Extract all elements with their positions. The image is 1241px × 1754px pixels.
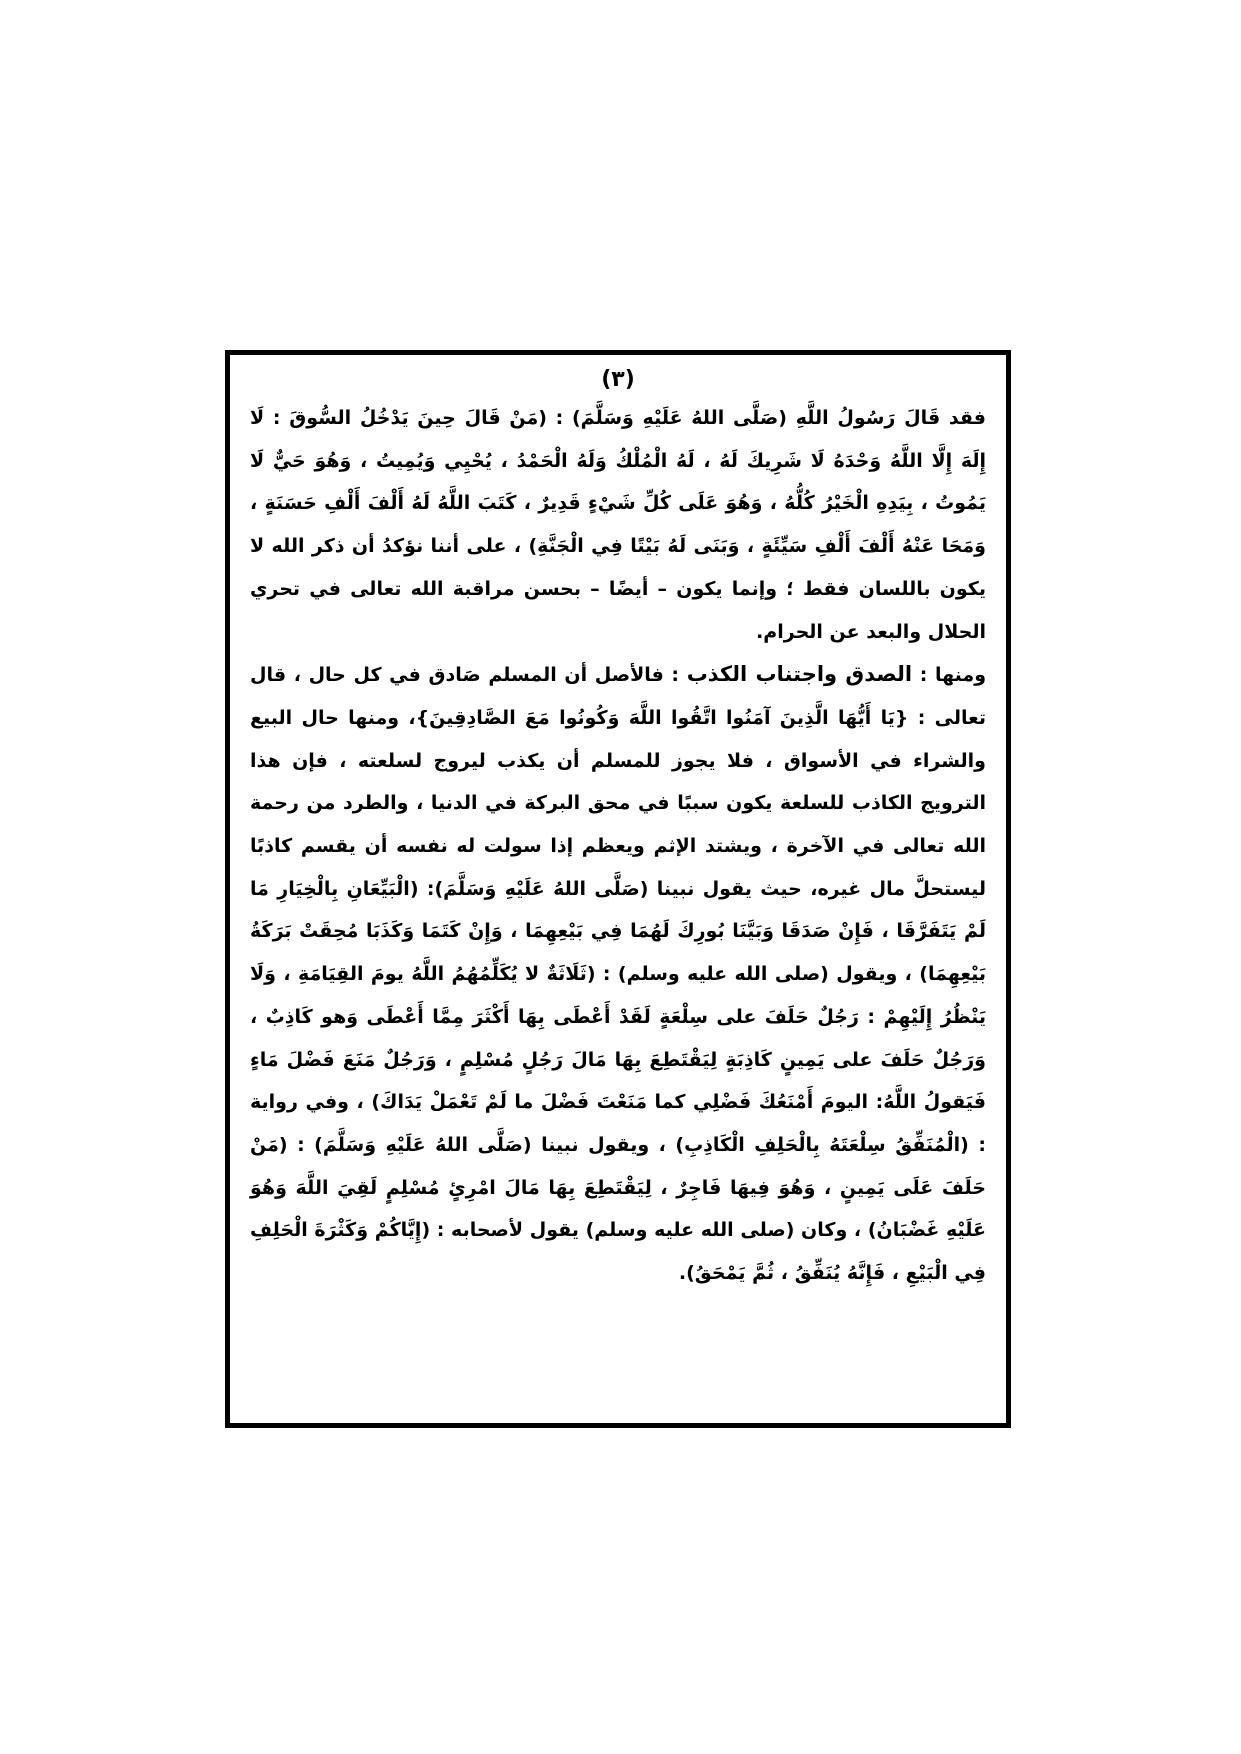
paragraph-intro: ومنها : [912,664,987,687]
article-text [250,397,986,1295]
paragraph-truthfulness [250,653,986,1295]
page-number: (٣) [601,367,635,392]
paragraph-dhikr: فقد قَالَ رَسُولُ اللَّهِ (صَلَّى اللهُ عَلَيْهِ وَسَلَّمَ) : (مَنْ قَالَ حِينَ يَدْخُلُ السُّوقَ : لَا إِلَهَ إِلَّا اللَّهُ وَحْدَهُ لَا شَرِيكَ لَهُ ، لَهُ الْمُلْكُ وَلَهُ الْحَمْدُ ، يُحْيِي وَيُمِيتُ ، وَهُوَ حَيٌّ لَا يَمُوتُ ، بِيَدِهِ الْخَيْرُ كُلُّهُ ، وَهُوَ عَلَى كُلِّ شَيْءٍ قَدِيرٌ ، كَتَبَ اللَّهُ لَهُ أَلْفَ أَلْفِ حَسَنَةٍ ، وَمَحَا عَنْهُ أَلْفَ أَلْفِ سَيِّئَةٍ ، وَبَنَى لَهُ بَيْتًا فِي الْجَنَّةِ) ، على أننا نؤكدُ أن ذكر الله لا يكون باللسان فقط ؛ وإنما يكون – أيضًا – بحسن مراقبة الله تعالى في تحري الحلال والبعد عن الحرام. [250,407,986,643]
section-heading: الصدق واجتناب الكذب [686,662,913,687]
page-frame [225,350,1011,1428]
paragraph-body: : فالأصل أن المسلم صَادق في كل حال ، قال تعالى : {يَا أَيُّهَا الَّذِينَ آمَنُوا اتَّقُوا اللَّهَ وَكُونُوا مَعَ الصَّادِقِينَ}، ومنها حال البيع والشراء في الأسواق ، فلا يجوز للمسلم أن يكذب ليروج لسلعته ، فإن هذا الترويج الكاذب للسلعة يكون سببًا في محق البركة في الدنيا ، والطرد من رحمة الله تعالى في الآخرة ، ويشتد الإثم ويعظم إذا سولت له نفسه أن يقسم كاذبًا ليستحلَّ مال غيره، حيث يقول نبينا (صَلَّى اللهُ عَلَيْهِ وَسَلَّمَ): (الْبَيِّعَانِ بِالْخِيَارِ مَا لَمْ يَتَفَرَّقَا ، فَإِنْ صَدَقَا وَبَيَّنَا بُورِكَ لَهُمَا فِي بَيْعِهِمَا ، وَإِنْ كَتَمَا وَكَذَبَا مُحِقَتْ بَرَكَةُ بَيْعِهِمَا) ، ويقول (صلى الله عليه وسلم) : (ثَلَاثَةٌ لا يُكَلِّمُهُمُ اللَّهُ يومَ القِيَامَةِ ، وَلَا يَنْظُرُ إِلَيْهِمْ : رَجُلٌ حَلَفَ على سِلْعَةٍ لَقَدْ أَعْطَى بِهَا أَكْثَرَ مِمَّا أَعْطَى وَهو كَاذِبٌ ، وَرَجُلٌ حَلَفَ على يَمِينٍ كَاذِبَةٍ لِيَقْتَطِعَ بِهَا مَالَ رَجُلٍ مُسْلِمٍ ، وَرَجُلٌ مَنَعَ فَضْلَ مَاءٍ فَيَقولُ اللَّهُ: اليومَ أَمْنَعُكَ فَضْلِي كما مَنَعْتَ فَضْلَ ما لَمْ تَعْمَلْ يَدَاكَ) ، وفي رواية : (الْمُنَفِّقُ سِلْعَتَهُ بِالْحَلِفِ الْكَاذِبِ) ، ويقول نبينا (صَلَّى اللهُ عَلَيْهِ وَسَلَّمَ) : (مَنْ حَلَفَ عَلَى يَمِينٍ ، وَهُوَ فِيهَا فَاجِرٌ ، لِيَقْتَطِعَ بِهَا مَالَ امْرِئٍ مُسْلِمٍ لَقِيَ اللَّهَ وَهُوَ عَلَيْهِ غَضْبَانُ) ، وكان (صلى الله عليه وسلم) يقول لأصحابه : (إِيَّاكُمْ وَكَثْرَةَ الْحَلِفِ فِي الْبَيْعِ ، فَإِنَّهُ يُنَفِّقُ ، ثُمَّ يَمْحَقُ). [250,664,986,1285]
